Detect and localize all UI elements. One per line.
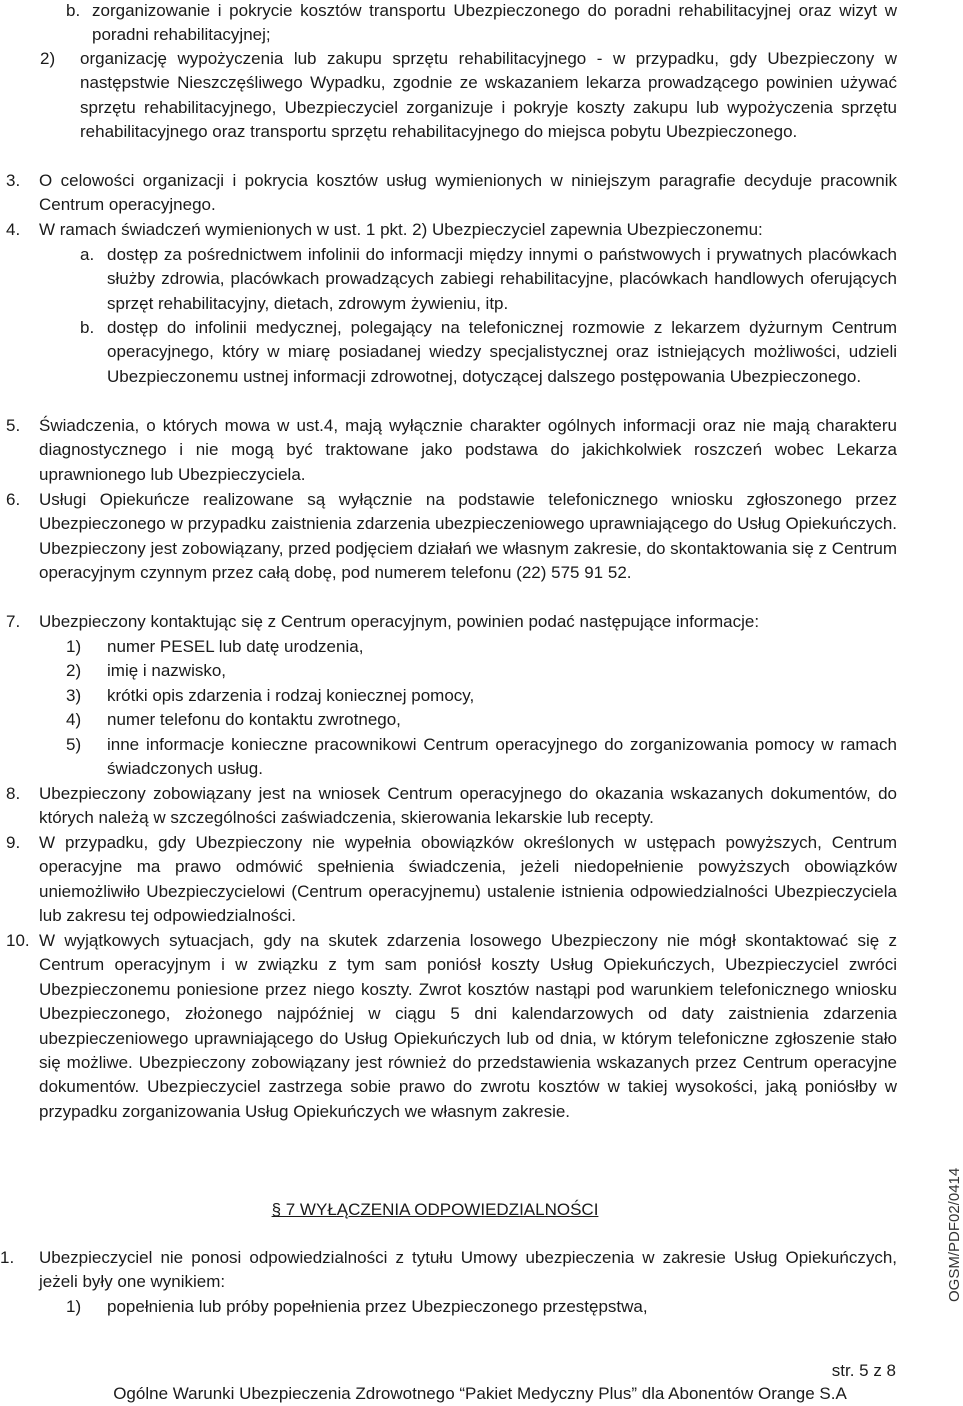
item-text: W wyjątkowych sytuacjach, gdy na skutek zdarzenia losowego Ubezpieczony nie mógł skontaktować się z Centrum operacyjnym i w związku z tym sam poniósł koszty Usług Opiekuńczych, Ubezpieczyciel zwróci Ubezpieczonemu poniesione przez niego koszty. Zwrot kosztów nastąpi pod warunkiem telefonicznego wniosku Ubezpieczonego, złożonego najpóźniej w ciągu 5 dni kalendarzowych od daty zaistnienia zdarzenia ubezpieczeniowego uprawniającego do Usług Opiekuńczych lub od dnia, w którym telefoniczne zgłoszenie stało się możliwe. Ubezpieczony zobowiązany jest również do przedstawienia wskazanych przez Centrum operacyjne dokumentów. Ubezpieczyciel zastrzega sobie prawo do zwrotu kosztów w takiej wysokości, jaką poniósłby w przypadku zorganizowania Usług Opiekuńczych we własnym zakresie. [39,931,897,1121]
item-text: dostęp za pośrednictwem infolinii do informacji między innymi o państwowych i prywatnych placówkach służby zdrowia, placówkach prowadzących zabiegi rehabilitacyjne, placówkach handlowych oferujących sprzęt rehabilitacyjny, dietach, zdrowym żywieniu, itp. [107,245,897,313]
item-text: Ubezpieczony kontaktując się z Centrum operacyjnym, powinien podać następujące informacje: [39,612,760,631]
item-text: numer PESEL lub datę urodzenia, [107,637,364,656]
item-marker: 7. [6,612,21,631]
item-text: organizację wypożyczenia lub zakupu sprzętu rehabilitacyjnego - w przypadku, gdy Ubezpieczony w następstwie Nieszczęśliwego Wypadku, zgodnie ze wskazaniem lekarza prowadzącego powinien używać sprzętu rehabilitacyjnego, Ubezpieczyciel zorganizuje i pokryje koszty zakupu lub wypożyczenia sprzętu rehabilitacyjnego oraz transportu sprzętu rehabilitacyjnego do miejsca pobytu Ubezpieczonego. [80,49,897,142]
item-marker: a. [80,245,95,264]
item-marker: 5. [6,416,21,435]
page-footer: Ogólne Warunki Ubezpieczenia Zdrowotnego “Pakiet Medyczny Plus” dla Abonentów Orange S.A [113,1384,847,1403]
item-marker: 1) [66,1297,82,1316]
item-marker: 2) [40,49,56,68]
side-document-code: OGSM/PDF02/0414 [946,1167,963,1302]
item-marker: 2) [66,661,82,680]
section-heading [0,1198,870,1222]
item-marker: 1) [66,637,82,656]
item-text: krótki opis zdarzenia i rodzaj koniecznej pomocy, [107,686,475,705]
item-marker: 3. [6,171,21,190]
item-marker: 8. [6,784,21,803]
item-text: numer telefonu do kontaktu zwrotnego, [107,710,401,729]
item-marker: 6. [6,490,21,509]
item-text: Świadczenia, o których mowa w ust.4, mają wyłącznie charakter ogólnych informacji oraz nie mają charakteru diagnostycznego i nie mogą być traktowane jako podstawa do jakichkolwiek roszczeń wobec Lekarza uprawnionego lub Ubezpieczyciela. [39,416,897,484]
item-marker: 5) [66,735,82,754]
item-marker: 3) [66,686,82,705]
page-number: str. 5 z 8 [831,1361,896,1380]
item-text: dostęp do infolinii medycznej, polegający na telefonicznej rozmowie z lekarzem dyżurnym Centrum operacyjnego, który w miarę posiadanej wiedzy specjalistycznej oraz istniejących możliwości, udzieli Ubezpieczonemu ustnej informacji zdrowotnej, dotyczącej dalszego postępowania Ubezpieczonego. [107,318,897,386]
item-text: inne informacje konieczne pracownikowi Centrum operacyjnego do zorganizowania pomocy w ramach świadczonych usług. [107,735,897,779]
item-text: imię i nazwisko, [107,661,227,680]
section-heading-text: § 7 WYŁĄCZENIA ODPOWIEDZIALNOŚCI [271,1200,599,1219]
item-marker: 10. [6,931,30,950]
item-marker: 4) [66,710,82,729]
item-text: O celowości organizacji i pokrycia kosztów usług wymienionych w niniejszym paragrafie decyduje pracownik Centrum operacyjnego. [39,171,897,215]
item-text: W przypadku, gdy Ubezpieczony nie wypełnia obowiązków określonych w ustępach powyższych, Centrum operacyjne ma prawo odmówić spełnienia świadczenia, jeżeli niedopełnienie powyższych obowiązków uniemożliwiło Ubezpieczycielowi (Centrum operacyjnemu) ustalenie istnienia odpowiedzialności Ubezpieczyciela lub zakresu tej odpowiedzialności. [39,833,897,926]
item-text: Ubezpieczyciel nie ponosi odpowiedzialności z tytułu Umowy ubezpieczenia w zakresie Usług Opiekuńczych, jeżeli były one wynikiem: [39,1248,897,1292]
item-marker: 4. [6,220,21,239]
item-text: Usługi Opiekuńcze realizowane są wyłącznie na podstawie telefonicznego wniosku zgłoszonego przez Ubezpieczonego w przypadku zaistnienia zdarzenia ubezpieczeniowego uprawniającego do Usług Opiekuńczych. Ubezpieczony jest zobowiązany, przed podjęciem działań we własnym zakresie, do skontaktowania się z Centrum operacyjnym czynnym przez całą dobę, pod numerem telefonu (22) 575 91 52. [39,490,897,583]
item-marker: 1. [0,1248,15,1267]
item-text: W ramach świadczeń wymienionych w ust. 1 pkt. 2) Ubezpieczyciel zapewnia Ubezpieczonemu: [39,220,763,239]
item-text: popełnienia lub próby popełnienia przez Ubezpieczonego przestępstwa, [107,1297,648,1316]
item-marker: b. [66,1,81,20]
item-marker: 9. [6,833,21,852]
item-text: Ubezpieczony zobowiązany jest na wniosek Centrum operacyjnego do okazania wskazanych dokumentów, do których należą w szczególności zaświadczenia, skierowania lekarskie lub recepty. [39,784,897,828]
item-text: zorganizowanie i pokrycie kosztów transportu Ubezpieczonego do poradni rehabilitacyjnej oraz wizyt w poradni rehabilitacyjnej; [92,1,897,45]
item-marker: b. [80,318,95,337]
